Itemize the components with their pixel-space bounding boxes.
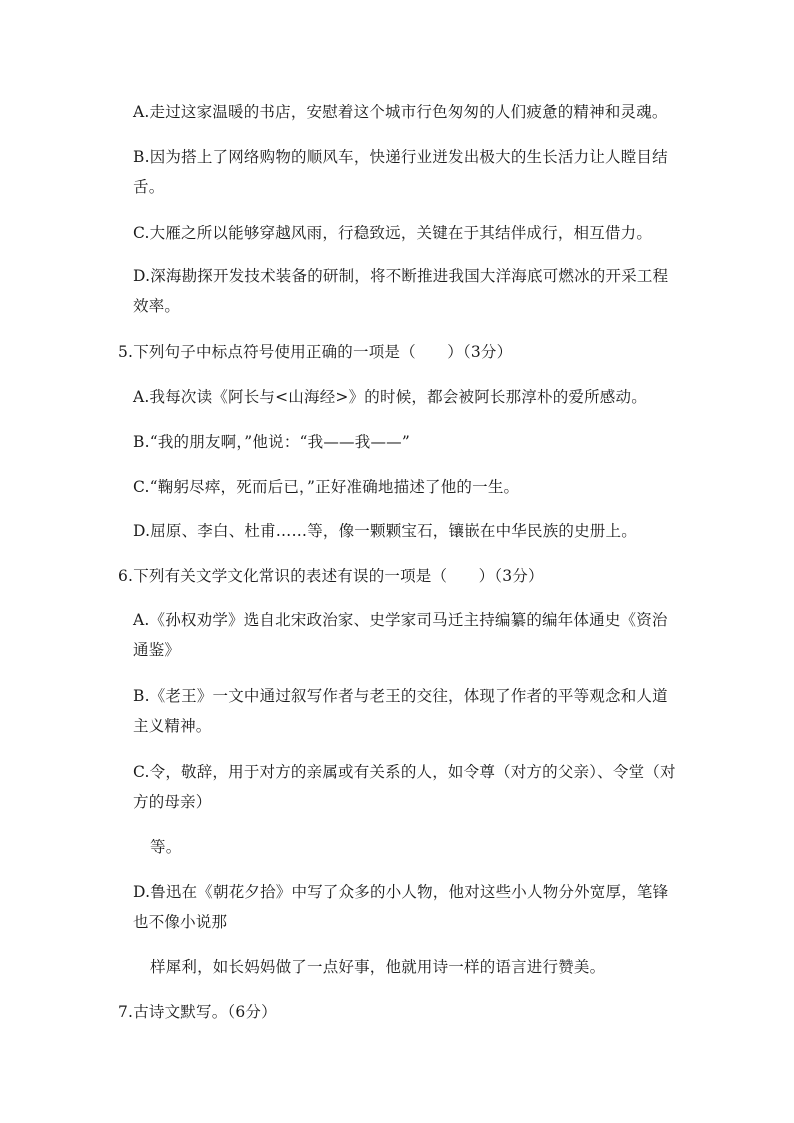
q6-option-d-line1: D.鲁迅在《朝花夕拾》中写了众多的小人物，他对这些小人物分外宽厚，笔锋	[133, 883, 669, 901]
q5-option-b: B.“我的朋友啊，”他说：“我——我——”	[133, 433, 410, 451]
q5-stem: 5.下列句子中标点符号使用正确的一项是（ ）（3分）	[118, 343, 513, 361]
q6-option-c-line1: C.令，敬辞，用于对方的亲属或有关系的人，如令尊（对方的父亲）、令堂（对	[133, 763, 676, 781]
q6-option-b-line1: B.《老王》一文中通过叙写作者与老王的交往，体现了作者的平等观念和人道	[133, 687, 668, 705]
q5-option-c: C.“鞠躬尽瘁，死而后已，”正好准确地描述了他的一生。	[133, 478, 520, 496]
q5-option-d: D.屈原、李白、杜甫……等，像一颗颗宝石，镶嵌在中华民族的史册上。	[133, 522, 637, 540]
q6-option-c-line3: 等。	[150, 838, 182, 856]
q6-option-a-line1: A.《孙权劝学》选自北宋政治家、史学家司马迁主持编纂的编年体通史《资治	[133, 611, 668, 629]
q4-option-d-line1: D.深海勘探开发技术装备的研制，将不断推进我国大洋海底可燃冰的开采工程	[133, 267, 669, 285]
q6-stem: 6.下列有关文学文化常识的表述有误的一项是（ ）（3分）	[118, 567, 544, 585]
q7-stem: 7.古诗文默写。（6分）	[118, 1003, 277, 1021]
q4-option-a: A.走过这家温暖的书店，安慰着这个城市行色匆匆的人们疲惫的精神和灵魂。	[133, 103, 668, 121]
q4-option-b-line1: B.因为搭上了网络购物的顺风车，快递行业迸发出极大的生长活力让人瞠目结	[133, 148, 668, 166]
q4-option-d-line2: 效率。	[133, 297, 181, 315]
q6-option-d-line2: 也不像小说那	[133, 913, 228, 931]
q6-option-b-line2: 主义精神。	[133, 717, 212, 735]
q5-option-a: A.我每次读《阿长与<山海经>》的时候，都会被阿长那淳朴的爱所感动。	[133, 388, 647, 406]
q6-option-d-line3: 样犀利，如长妈妈做了一点好事，他就用诗一样的语言进行赞美。	[150, 958, 606, 976]
q4-option-c: C.大雁之所以能够穿越风雨，行稳致远，关键在于其结伴成行，相互借力。	[133, 224, 653, 242]
q4-option-b-line2: 舌。	[133, 178, 165, 196]
q6-option-a-line2: 通鉴》	[133, 641, 181, 659]
q6-option-c-line2: 方的母亲）	[133, 793, 212, 811]
